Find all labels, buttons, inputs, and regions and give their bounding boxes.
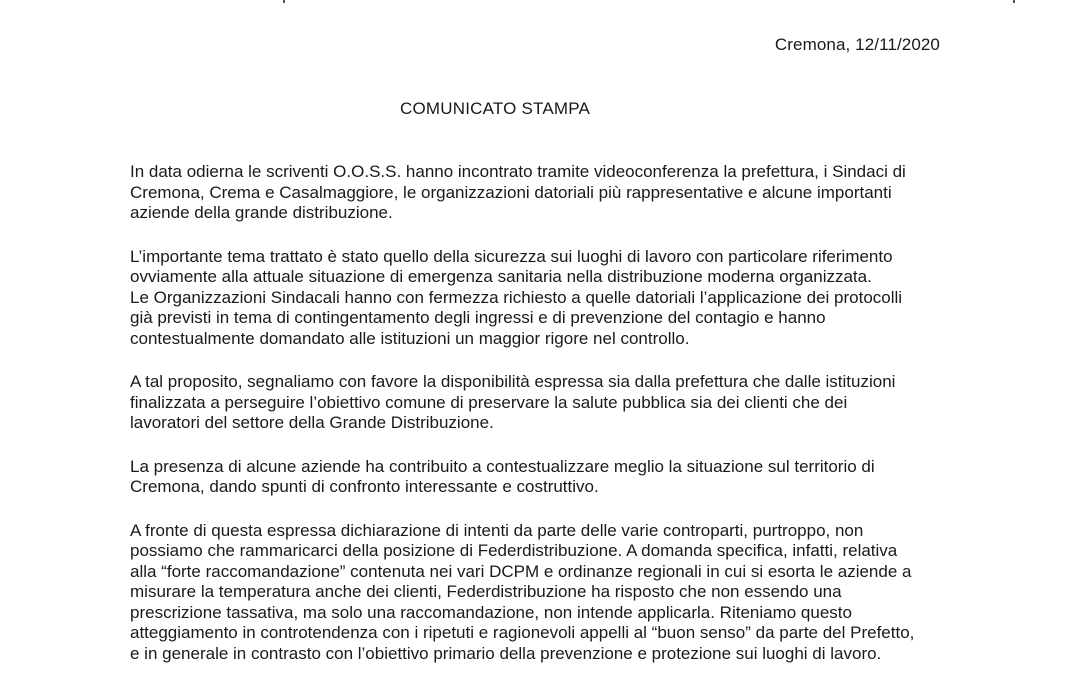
document-body bbox=[130, 162, 970, 675]
text-line: già previsti in tema di contingentamento degli ingressi e di prevenzione del contagio e hanno bbox=[130, 308, 826, 327]
text-line: A tal proposito, segnaliamo con favore la disponibilità espressa sia dalla prefettura che dalle istituzioni bbox=[130, 372, 896, 391]
text-line: atteggiamento in controtendenza con i ripetuti e ragionevoli appelli al “buon senso” da parte del Prefetto, bbox=[130, 623, 915, 642]
text-line: e in generale in contrasto con l’obiettivo primario della prevenzione e protezione sui luoghi di lavoro. bbox=[130, 643, 882, 663]
scan-mark bbox=[283, 0, 285, 3]
text-line: misurare la temperatura anche dei clienti, Federdistribuzione ha risposto che non essendo una bbox=[130, 582, 842, 601]
text-line: finalizzata a perseguire l’obiettivo comune di preservare la salute pubblica sia dei clienti che dei bbox=[130, 392, 848, 412]
scan-mark bbox=[1013, 0, 1015, 3]
text-line: aziende della grande distribuzione. bbox=[130, 203, 393, 222]
paragraph bbox=[130, 162, 970, 224]
paragraph bbox=[130, 521, 970, 665]
document-title: COMUNICATO STAMPA bbox=[400, 99, 591, 118]
text-line: Cremona, Crema e Casalmaggiore, le organizzazioni datoriali più rappresentative e alcune importanti bbox=[130, 182, 892, 202]
text-line: Cremona, dando spunti di confronto interessante e costruttivo. bbox=[130, 477, 599, 496]
paragraph bbox=[130, 247, 970, 350]
text-line: La presenza di alcune aziende ha contribuito a contestualizzare meglio la situazione sul territorio di bbox=[130, 456, 875, 476]
document-date: Cremona, 12/11/2020 bbox=[774, 35, 940, 54]
text-line: Le Organizzazioni Sindacali hanno con fermezza richiesto a quelle datoriali l’applicazione dei protocolli bbox=[130, 287, 903, 307]
text-line: L’importante tema trattato è stato quello della sicurezza sui luoghi di lavoro con particolare riferimento bbox=[130, 246, 893, 266]
text-line: lavoratori del settore della Grande Distribuzione. bbox=[130, 413, 494, 432]
text-line: prescrizione tassativa, ma solo una raccomandazione, non intende applicarla. Riteniamo questo bbox=[130, 602, 852, 622]
text-line: possiamo che rammaricarci della posizione di Federdistribuzione. A domanda specifica, infatti, relativa bbox=[130, 541, 898, 560]
text-line: alla “forte raccomandazione” contenuta nei vari DCPM e ordinanze regionali in cui si esorta le aziende a bbox=[130, 561, 912, 581]
text-line: A fronte di questa espressa dichiarazione di intenti da parte delle varie controparti, purtroppo, non bbox=[130, 520, 864, 540]
text-line: In data odierna le scriventi O.O.S.S. hanno incontrato tramite videoconferenza la prefettura, i Sindaci di bbox=[130, 162, 906, 181]
paragraph bbox=[130, 457, 970, 498]
paragraph bbox=[130, 372, 970, 434]
text-line: contestualmente domandato alle istituzioni un maggior rigore nel controllo. bbox=[130, 328, 690, 348]
text-line: ovviamente alla attuale situazione di emergenza sanitaria nella distribuzione moderna organizzata. bbox=[130, 267, 872, 286]
